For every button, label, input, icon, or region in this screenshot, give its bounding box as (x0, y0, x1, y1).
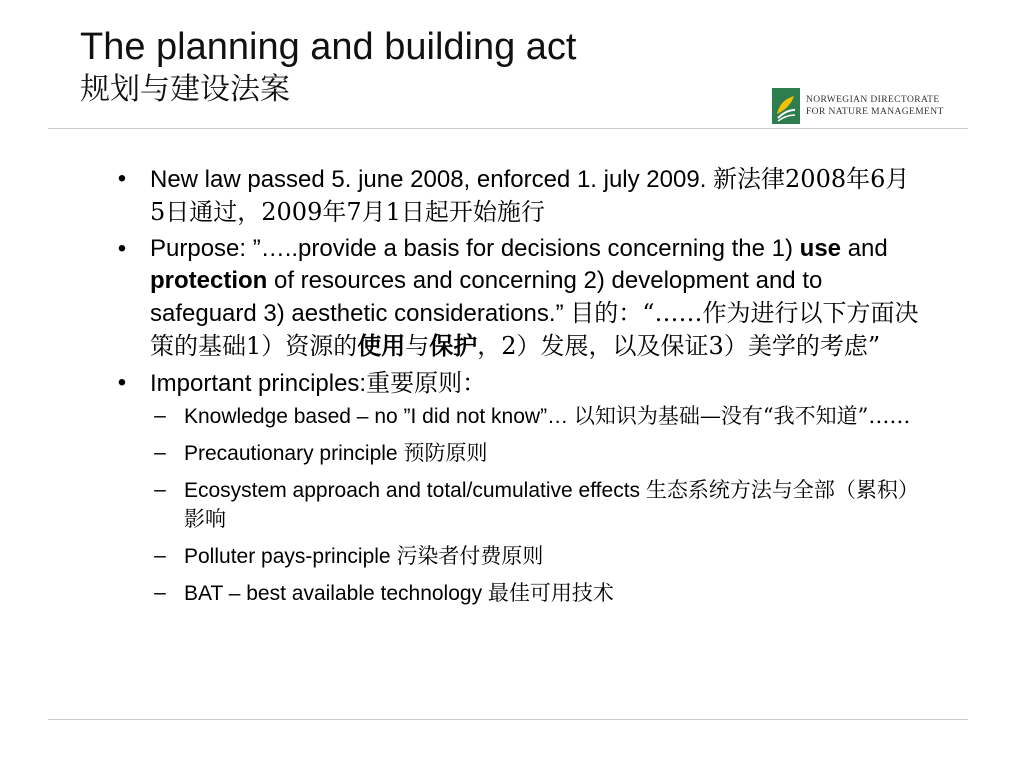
bullet-icon: • (117, 235, 127, 262)
dash-icon: – (154, 404, 166, 427)
principle-text-en: Ecosystem approach and total/cumulative effects (184, 479, 646, 502)
header-divider (48, 128, 968, 129)
principle-bat (150, 579, 922, 608)
principle-text-zh: 预防原则 (403, 441, 488, 465)
principle-text-zh: 最佳可用技术 (487, 581, 614, 605)
purpose-use: use (799, 235, 842, 262)
logo-line-1: NORWEGIAN DIRECTORATE (806, 95, 940, 105)
purpose-text-2: and (841, 235, 888, 262)
bullet-principles (112, 367, 922, 608)
footer-divider (48, 719, 968, 720)
principle-text-zh: 以知识为基础—没有“我不知道”…… (573, 404, 911, 428)
title-english: The planning and building act (80, 26, 577, 68)
principle-text-en: Knowledge based – no ”I did not know”… (184, 405, 574, 428)
principles-list (150, 402, 922, 608)
purpose-zh-protection: 保护 (429, 331, 478, 360)
principles-heading-zh: 重要原则： (366, 369, 487, 397)
purpose-text-3: of resources and concerning 2) development and to safeguard 3) aesthetic considerations.” (150, 267, 823, 327)
leaf-logo-icon (772, 88, 800, 124)
principle-text-en: Polluter pays-principle (184, 545, 397, 568)
title-chinese: 规划与建设法案 (80, 72, 290, 107)
principles-heading-en: Important principles: (150, 370, 367, 397)
bullet-text-en: New law passed 5. june 2008, enforced 1. july 2009. (150, 166, 714, 193)
principle-text-en: Precautionary principle (184, 442, 404, 465)
logo-line-2: FOR NATURE MANAGEMENT (806, 107, 944, 117)
dash-icon: – (154, 544, 166, 567)
bullet-list (112, 163, 922, 608)
principle-text-en: BAT – best available technology (184, 582, 488, 605)
principle-ecosystem (150, 476, 922, 534)
purpose-zh-3: ，2）发展，以及保证3）美学的考虑” (477, 332, 881, 360)
purpose-zh-2: 与 (405, 332, 430, 360)
purpose-text-1: Purpose: ”…..provide a basis for decisions concerning the 1) (150, 235, 800, 262)
logo-text (806, 94, 944, 118)
directorate-logo (772, 86, 972, 126)
purpose-zh-1: 目的：“……作为进行以下方面决策的基础1）资源的 (150, 299, 919, 360)
purpose-protection: protection (150, 267, 268, 294)
principle-text-zh: 生态系统方法与全部（累积）影响 (184, 478, 919, 531)
bullet-icon: • (117, 165, 127, 192)
bullet-purpose (112, 233, 922, 363)
bullet-icon: • (117, 369, 127, 396)
principle-precautionary (150, 439, 922, 468)
slide-body (112, 163, 922, 616)
purpose-zh-use: 使用 (357, 331, 406, 360)
bullet-text-zh: 新法律2008年6月5日通过，2009年7月1日起开始施行 (150, 165, 910, 226)
principle-knowledge (150, 402, 922, 431)
dash-icon: – (154, 478, 166, 501)
dash-icon: – (154, 581, 166, 604)
slide-title (80, 24, 720, 110)
principle-text-zh: 污染者付费原则 (396, 544, 544, 568)
principle-polluter-pays (150, 542, 922, 571)
bullet-new-law (112, 163, 922, 229)
dash-icon: – (154, 441, 166, 464)
